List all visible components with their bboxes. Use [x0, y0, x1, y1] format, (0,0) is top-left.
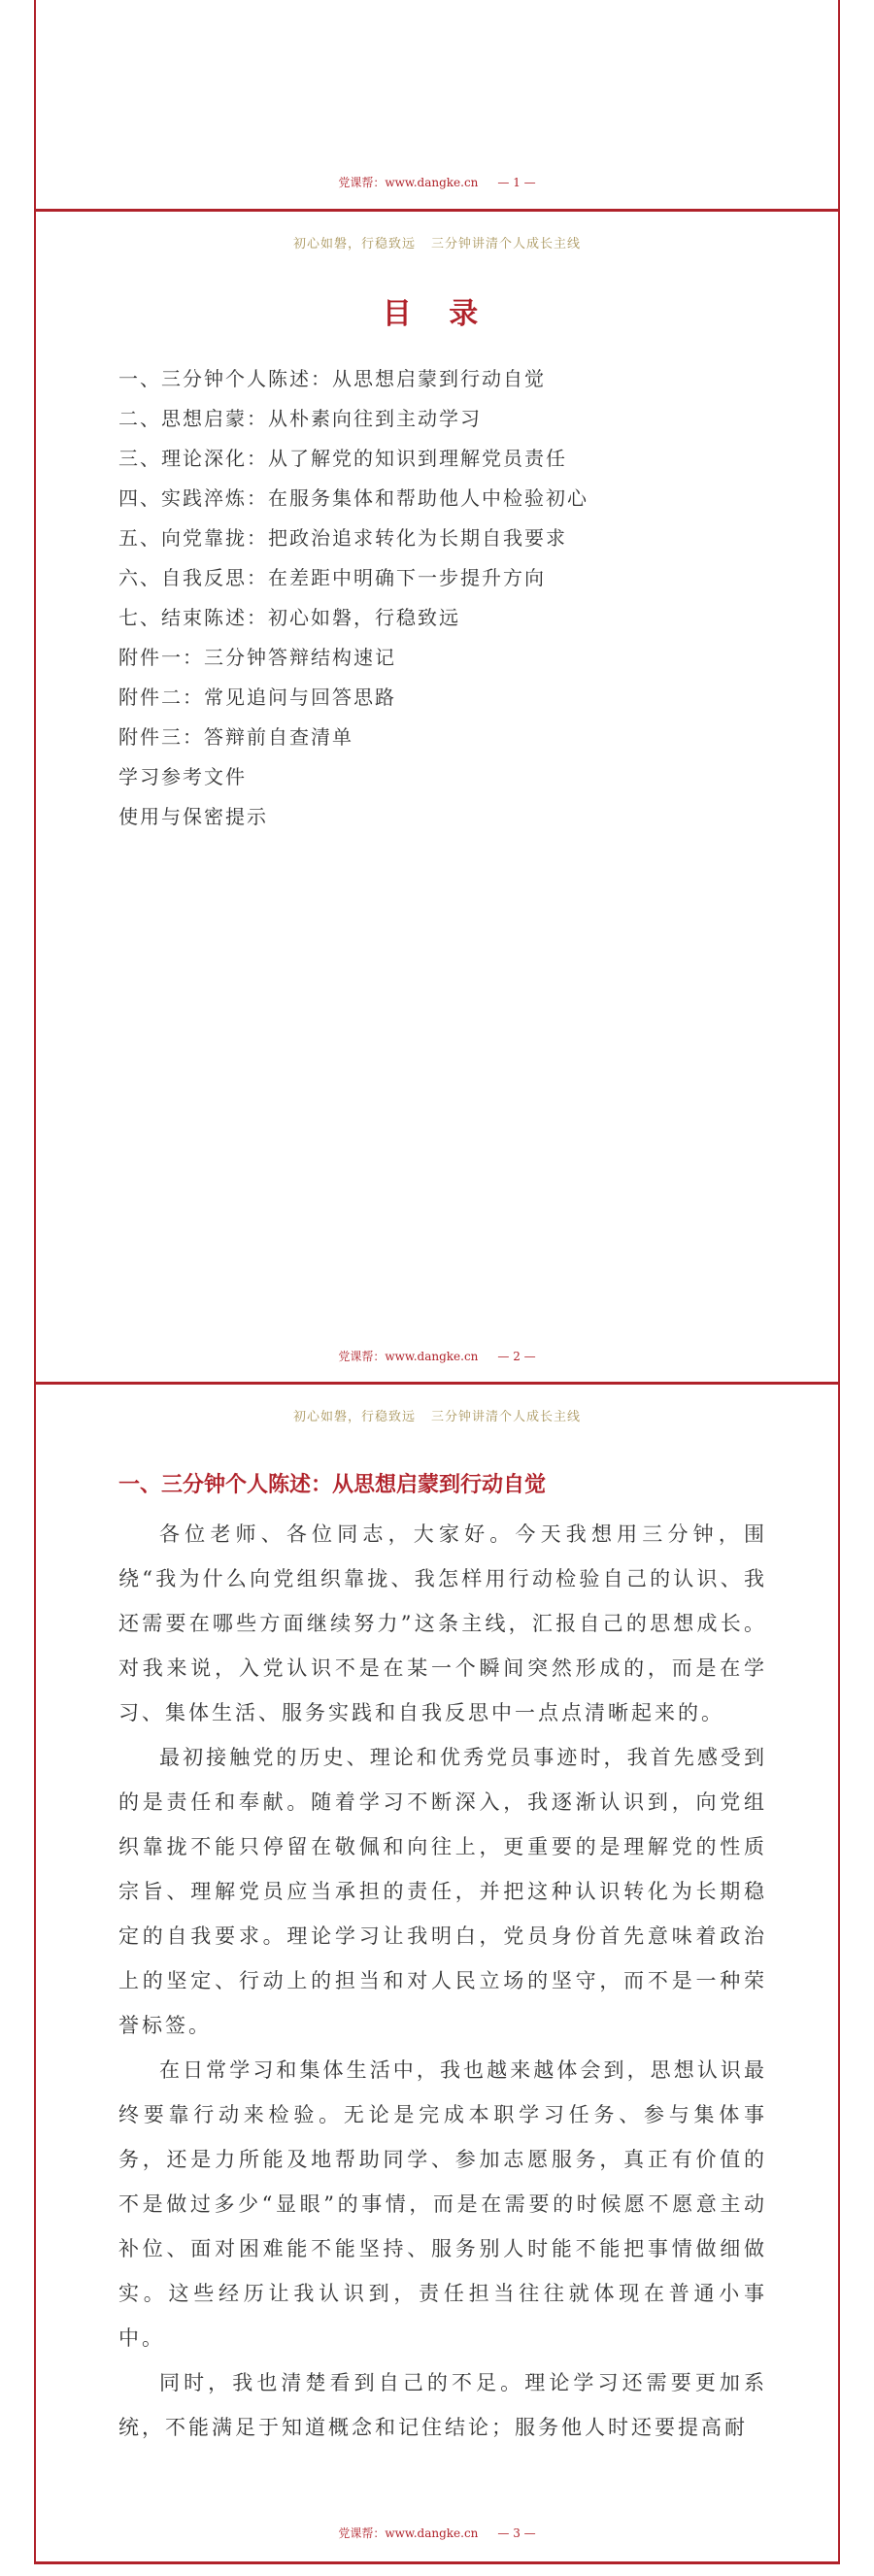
section-body: [118, 1512, 767, 2450]
toc-item[interactable]: 六、自我反思：在差距中明确下一步提升方向: [118, 566, 546, 589]
body-paragraph: 最初接触党的历史、理论和优秀党员事迹时，我首先感受到的是责任和奉献。随着学习不断深入，我逐渐认识到，向党组织靠拢不能只停留在敬佩和向往上，更重要的是理解党的性质宗旨、理解党员应当承担的责任，并把这种认识转化为长期稳定的自我要求。理论学习让我明白，党员身份首先意味着政治上的坚定、行动上的担当和对人民立场的坚守，而不是一种荣誉标签。: [118, 1746, 767, 2037]
running-header-right: 三分钟讲清个人成长主线: [431, 1410, 582, 1424]
toc-item[interactable]: 附件一：三分钟答辩结构速记: [118, 646, 396, 669]
page-2-running-header: [34, 233, 840, 251]
body-paragraph: 在日常学习和集体生活中，我也越来越体会到，思想认识最终要靠行动来检验。无论是完成本职学习任务、参与集体事务，还是力所能及地帮助同学、参加志愿服务，真正有价值的不是做过多少“显眼”的事情，而是在需要的时候愿不愿意主动补位、面对困难能不能坚持、服务别人时能不能把事情做细做实。这些经历让我认识到，责任担当往往就体现在普通小事中。: [118, 2058, 767, 2350]
page-2-footer: [34, 1348, 840, 1364]
footer-site: 党课帮：www.dangke.cn: [338, 176, 479, 189]
toc-item[interactable]: 一、三分钟个人陈述：从思想启蒙到行动自觉: [118, 367, 546, 390]
section-heading: 一、三分钟个人陈述：从思想启蒙到行动自觉: [118, 1473, 547, 1497]
running-header-left: 初心如磐，行稳致远: [292, 1410, 416, 1424]
footer-page-number: — 3 —: [497, 2526, 536, 2540]
toc-item[interactable]: 附件三：答辩前自查清单: [118, 725, 353, 749]
page-divider: [34, 2561, 840, 2564]
footer-page-number: — 1 —: [497, 176, 536, 189]
running-header-right: 三分钟讲清个人成长主线: [431, 237, 582, 251]
toc-list: [118, 359, 588, 837]
toc-item[interactable]: 使用与保密提示: [118, 805, 268, 828]
running-header-left: 初心如磐，行稳致远: [292, 237, 416, 251]
page-3-footer: [34, 2525, 840, 2541]
toc-item[interactable]: 四、实践淬炼：在服务集体和帮助他人中检验初心: [118, 486, 588, 510]
toc-item[interactable]: 五、向党靠拢：把政治追求转化为长期自我要求: [118, 526, 567, 550]
footer-page-number: — 2 —: [497, 1350, 536, 1363]
page-3-running-header: [34, 1406, 840, 1424]
toc-item[interactable]: 学习参考文件: [118, 765, 247, 788]
toc-item[interactable]: 二、思想启蒙：从朴素向往到主动学习: [118, 407, 482, 430]
body-paragraph: 各位老师、各位同志，大家好。今天我想用三分钟，围绕“我为什么向党组织靠拢、我怎样用行动检验自己的认识、我还需要在哪些方面继续努力”这条主线，汇报自己的思想成长。对我来说，入党认识不是在某一个瞬间突然形成的，而是在学习、集体生活、服务实践和自我反思中一点点清晰起来的。: [118, 1522, 767, 1724]
footer-site: 党课帮：www.dangke.cn: [338, 1350, 479, 1363]
body-paragraph: 同时，我也清楚看到自己的不足。理论学习还需要更加系统，不能满足于知道概念和记住结论；服务他人时还要提高耐: [118, 2371, 767, 2439]
toc-item[interactable]: 七、结束陈述：初心如磐，行稳致远: [118, 606, 460, 629]
toc-item[interactable]: 附件二：常见追问与回答思路: [118, 686, 396, 709]
toc-title: 目 录: [382, 297, 492, 331]
page-1-footer: [34, 174, 840, 190]
footer-site: 党课帮：www.dangke.cn: [338, 2526, 479, 2540]
toc-item[interactable]: 三、理论深化：从了解党的知识到理解党员责任: [118, 447, 567, 470]
